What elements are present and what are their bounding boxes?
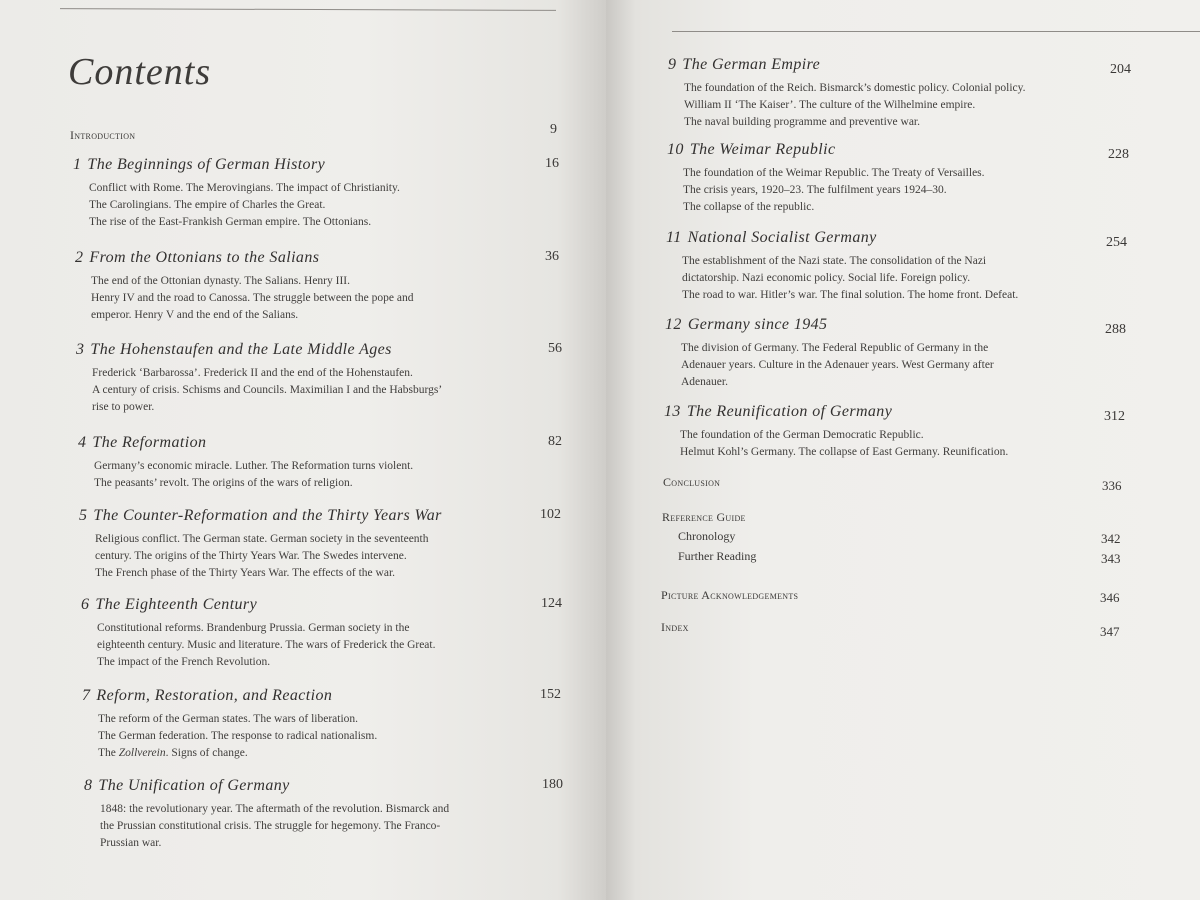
picture-acknowledgements-label: Picture Acknowledgements	[661, 588, 799, 602]
chapter-entry	[666, 229, 1186, 304]
chapter-title: 12 Germany since 1945	[665, 316, 828, 333]
reference-item-page: 343	[1101, 551, 1121, 566]
chapter-title: 3 The Hohenstaufen and the Late Middle Ages	[76, 341, 392, 358]
chapter-description: 1848: the revolutionary year. The aftermath of the revolution. Bismarck and the Prussian constitutional crisis. The struggle for hegemony. The Franco- Prussian war.	[100, 803, 450, 849]
page-title: Contents	[68, 51, 212, 93]
chapter-entry	[76, 341, 576, 416]
chapter-page: 228	[1108, 147, 1129, 162]
chapter-description: Frederick ‘Barbarossa’. Frederick II and the end of the Hohenstaufen. A century of crisis. Schisms and Councils. Maximilian I and the Habsburgs’ rise to power.	[92, 367, 443, 413]
chapter-page: 16	[545, 156, 559, 171]
chapter-description: The division of Germany. The Federal Republic of Germany in the Adenauer years. Culture in the Adenauer years. West Germany after Adenauer.	[681, 342, 994, 388]
reference-item-page: 342	[1101, 531, 1121, 546]
chapter-title: 10 The Weimar Republic	[667, 141, 836, 158]
right-page	[606, 0, 1200, 900]
chapter-entry	[82, 687, 582, 762]
chapter-entry	[667, 141, 1187, 216]
chapter-title: 1 The Beginnings of German History	[73, 156, 326, 173]
chapter-title: 8 The Unification of Germany	[84, 777, 290, 794]
chapter-entry	[84, 777, 584, 852]
chapter-title: 4 The Reformation	[78, 434, 207, 451]
chapter-page: 254	[1106, 235, 1127, 250]
chapter-description: Constitutional reforms. Brandenburg Prussia. German society in the eighteenth century. Music and literature. The wars of Frederick the Great. The impact of the French Revolution.	[97, 622, 436, 668]
top-rule	[60, 8, 556, 11]
chapter-entry	[78, 434, 578, 492]
chapter-entry	[79, 507, 579, 582]
chapter-description: The foundation of the German Democratic Republic. Helmut Kohl’s Germany. The collapse of East Germany. Reunification.	[680, 429, 1009, 458]
introduction-page: 9	[550, 122, 557, 137]
chapter-page: 36	[545, 249, 559, 264]
chapter-entry	[664, 403, 1184, 461]
conclusion-page: 336	[1102, 478, 1122, 493]
chapter-page: 288	[1105, 322, 1126, 337]
reference-item	[678, 527, 735, 545]
chapter-title: 5 The Counter-Reformation and the Thirty Years War	[79, 507, 442, 524]
chapter-description: Germany’s economic miracle. Luther. The Reformation turns violent. The peasants’ revolt. The origins of the wars of religion.	[94, 460, 414, 489]
reference-item	[678, 547, 756, 565]
chapter-description: The foundation of the Reich. Bismarck’s domestic policy. Colonial policy. William II ‘The Kaiser’. The culture of the Wilhelmine empire. The naval building programme and preventive war.	[684, 82, 1026, 128]
chapter-page: 102	[540, 507, 561, 522]
index-label: Index	[661, 620, 689, 634]
chapter-description: The establishment of the Nazi state. The consolidation of the Nazi dictatorship. Nazi economic policy. Social life. Foreign policy. The road to war. Hitler’s war. The final solution. The home front. Defeat.	[682, 255, 1019, 301]
chapter-entry	[75, 249, 575, 324]
introduction-entry	[70, 122, 560, 144]
chapter-title: 2 From the Ottonians to the Salians	[75, 249, 320, 266]
chapter-title: 11 National Socialist Germany	[666, 229, 877, 246]
chapter-page: 82	[548, 434, 562, 449]
introduction-label: Introduction	[70, 128, 136, 142]
chapter-page: 180	[542, 777, 563, 792]
chapter-description: Religious conflict. The German state. German society in the seventeenth century. The origins of the Thirty Years War. The Swedes intervene. The French phase of the Thirty Years War. The effects of the war.	[95, 533, 429, 579]
reference-item-label: Chronology	[678, 529, 736, 543]
chapter-title: 7 Reform, Restoration, and Reaction	[82, 687, 333, 704]
chapter-description: The end of the Ottonian dynasty. The Salians. Henry III. Henry IV and the road to Canossa. The struggle between the pope and emperor. Henry V and the end of the Salians.	[91, 275, 414, 321]
chapter-page: 312	[1104, 409, 1125, 424]
chapter-entry	[665, 316, 1185, 391]
chapter-title: 13 The Reunification of Germany	[664, 403, 893, 420]
conclusion-label: Conclusion	[663, 475, 721, 489]
chapter-entry	[668, 56, 1188, 131]
chapter-entry	[73, 156, 573, 231]
chapter-description: The reform of the German states. The wars of liberation. The German federation. The response to radical nationalism. The Zollverein. Signs of change.	[98, 713, 378, 759]
top-rule	[672, 31, 1200, 32]
chapter-title: 9 The German Empire	[668, 56, 821, 73]
chapter-page: 152	[540, 687, 561, 702]
chapter-page: 56	[548, 341, 562, 356]
reference-guide-label: Reference Guide	[662, 510, 746, 524]
reference-guide-entry	[662, 508, 1182, 526]
chapter-description: Conflict with Rome. The Merovingians. The impact of Christianity. The Carolingians. The empire of Charles the Great. The rise of the East-Frankish German empire. The Ottonians.	[89, 182, 400, 228]
chapter-title: 6 The Eighteenth Century	[81, 596, 258, 613]
chapter-description: The foundation of the Weimar Republic. The Treaty of Versailles. The crisis years, 1920–23. The fulfilment years 1924–30. The collapse of the republic.	[683, 167, 985, 213]
picture-acknowledgements-page: 346	[1100, 590, 1120, 605]
reference-item-label: Further Reading	[678, 549, 757, 563]
index-page: 347	[1100, 624, 1120, 639]
chapter-page: 124	[541, 596, 562, 611]
chapter-entry	[81, 596, 581, 671]
chapter-page: 204	[1110, 62, 1131, 77]
